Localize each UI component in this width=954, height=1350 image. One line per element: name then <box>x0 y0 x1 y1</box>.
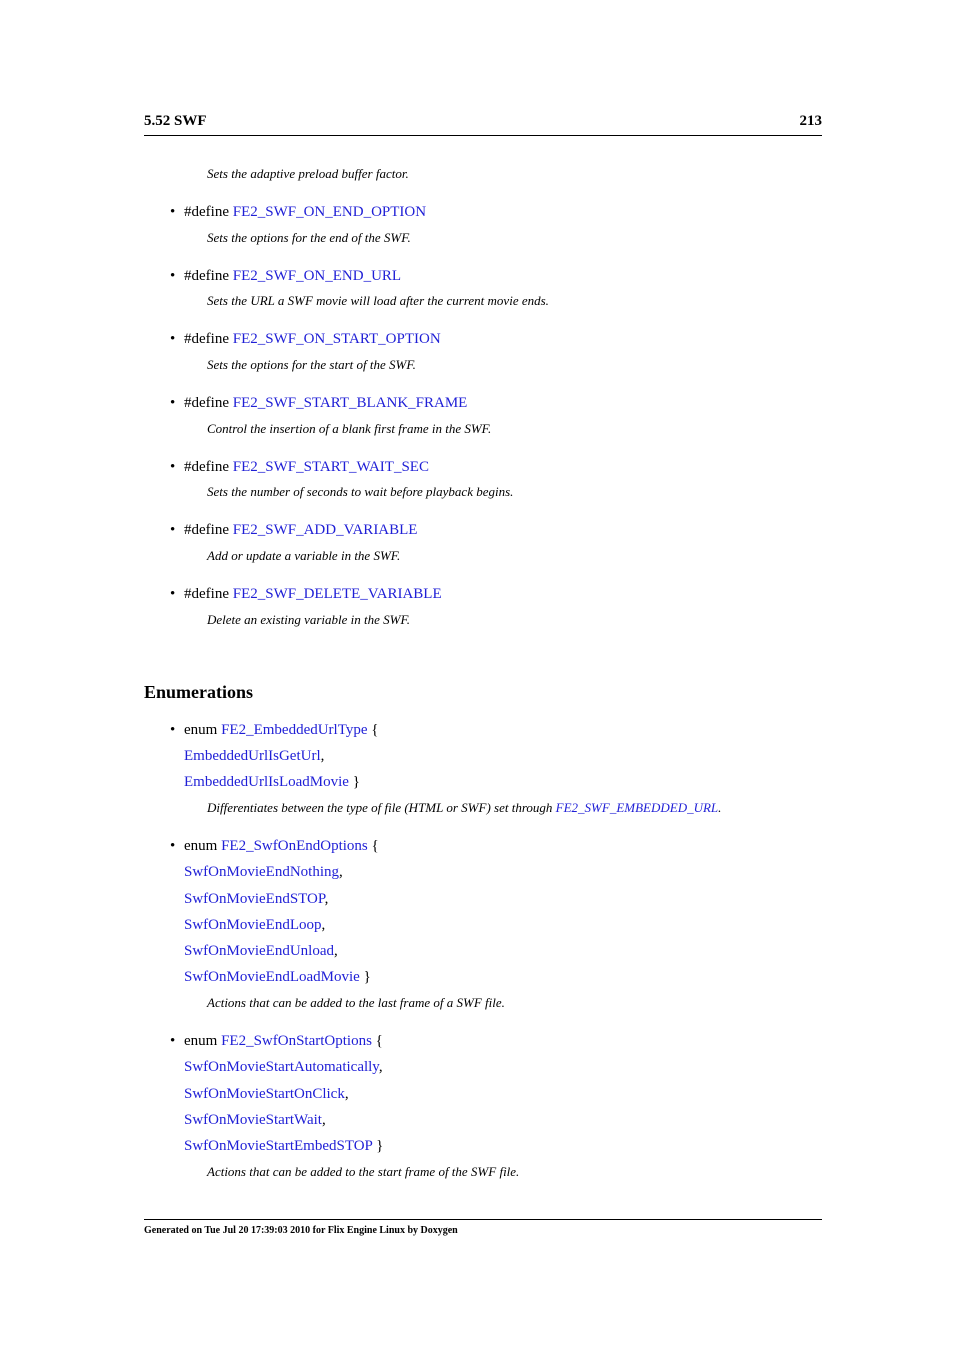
define-item: • #define FE2_SWF_ON_START_OPTION <box>170 331 441 347</box>
define-item: • #define FE2_SWF_START_WAIT_SEC <box>170 459 429 475</box>
bullet: • <box>170 838 176 854</box>
define-link[interactable]: FE2_SWF_START_WAIT_SEC <box>232 459 429 475</box>
enum-value: SwfOnMovieEndUnload, <box>184 943 338 959</box>
define-item: • #define FE2_SWF_ON_END_URL <box>170 268 402 284</box>
enum-value-link[interactable]: EmbeddedUrlIsGetUrl <box>184 748 321 764</box>
enum-value: SwfOnMovieEndSTOP, <box>184 891 329 907</box>
enum-link[interactable]: FE2_SwfOnStartOptions <box>221 1033 372 1049</box>
enum-item: • enum FE2_SwfOnStartOptions { <box>170 1033 383 1049</box>
enum-value: EmbeddedUrlIsGetUrl, <box>184 748 325 764</box>
enum-item: • enum FE2_EmbeddedUrlType { <box>170 722 379 738</box>
enum-value: SwfOnMovieEndLoadMovie } <box>184 969 371 985</box>
define-description: Add or update a variable in the SWF. <box>207 548 401 563</box>
section-heading: Enumerations <box>144 682 254 702</box>
define-description: Sets the options for the start of the SWF. <box>207 357 416 372</box>
enum-value: SwfOnMovieStartEmbedSTOP } <box>184 1138 384 1154</box>
define-description: Sets the number of seconds to wait before playback begins. <box>207 484 514 499</box>
define-item: • #define FE2_SWF_DELETE_VARIABLE <box>170 586 442 602</box>
enum-value-link[interactable]: SwfOnMovieStartWait <box>184 1112 322 1128</box>
enum-value-link[interactable]: SwfOnMovieStartOnClick <box>184 1086 345 1102</box>
define-link[interactable]: FE2_SWF_ON_END_URL <box>232 268 402 284</box>
define-item: • #define FE2_SWF_ADD_VARIABLE <box>170 522 418 538</box>
define-description: Sets the options for the end of the SWF. <box>207 230 411 245</box>
define-link[interactable]: FE2_SWF_START_BLANK_FRAME <box>232 395 468 411</box>
enum-value: SwfOnMovieStartAutomatically, <box>184 1059 383 1075</box>
enum-value-link[interactable]: SwfOnMovieEndNothing <box>184 864 339 880</box>
define-item: • #define FE2_SWF_START_BLANK_FRAME <box>170 395 468 411</box>
bullet: • <box>170 522 176 538</box>
page-header <box>144 113 822 136</box>
bullet: • <box>170 459 176 475</box>
bullet: • <box>170 722 176 738</box>
description-link[interactable]: FE2_SWF_EMBEDDED_URL <box>555 800 719 815</box>
page-footer: Generated on Tue Jul 20 17:39:03 2010 for Flix Engine Linux by Doxygen <box>144 1225 458 1236</box>
enum-item: • enum FE2_SwfOnEndOptions { <box>170 838 379 854</box>
enum-value-link[interactable]: SwfOnMovieEndUnload <box>184 943 334 959</box>
enum-value-link[interactable]: SwfOnMovieStartAutomatically <box>184 1059 379 1075</box>
enum-value-link[interactable]: SwfOnMovieEndLoadMovie <box>184 969 360 985</box>
define-link[interactable]: FE2_SWF_ADD_VARIABLE <box>232 522 418 538</box>
define-link[interactable]: FE2_SWF_ON_START_OPTION <box>232 331 441 347</box>
enum-value: SwfOnMovieStartWait, <box>184 1112 326 1128</box>
define-description: Sets the URL a SWF movie will load after the current movie ends. <box>207 293 549 308</box>
enum-description: Differentiates between the type of file (HTML or SWF) set through FE2_SWF_EMBEDDED_URL. <box>207 800 722 815</box>
enum-value-link[interactable]: SwfOnMovieEndLoop <box>184 917 322 933</box>
footer-divider <box>144 1219 822 1220</box>
enum-description: Actions that can be added to the last frame of a SWF file. <box>207 995 505 1010</box>
enum-value-link[interactable]: SwfOnMovieStartEmbedSTOP <box>184 1138 373 1154</box>
enum-value: SwfOnMovieEndNothing, <box>184 864 343 880</box>
bullet: • <box>170 1033 176 1049</box>
enum-value-link[interactable]: SwfOnMovieEndSTOP <box>184 891 325 907</box>
define-link[interactable]: FE2_SWF_ON_END_OPTION <box>232 204 427 220</box>
section-title: 5.52 SWF <box>144 113 207 129</box>
bullet: • <box>170 331 176 347</box>
enum-value: SwfOnMovieStartOnClick, <box>184 1086 349 1102</box>
define-description: Delete an existing variable in the SWF. <box>207 612 411 627</box>
define-description: Control the insertion of a blank first frame in the SWF. <box>207 421 492 436</box>
enum-value: SwfOnMovieEndLoop, <box>184 917 326 933</box>
define-link[interactable]: FE2_SWF_DELETE_VARIABLE <box>232 586 442 602</box>
enum-description: Actions that can be added to the start frame of the SWF file. <box>207 1164 520 1179</box>
enum-value-link[interactable]: EmbeddedUrlIsLoadMovie <box>184 774 349 790</box>
enum-link[interactable]: FE2_SwfOnEndOptions <box>221 838 368 854</box>
define-description: Sets the adaptive preload buffer factor. <box>207 166 409 181</box>
bullet: • <box>170 586 176 602</box>
page-number: 213 <box>799 113 822 129</box>
enum-link[interactable]: FE2_EmbeddedUrlType <box>221 722 368 738</box>
bullet: • <box>170 395 176 411</box>
bullet: • <box>170 204 176 220</box>
bullet: • <box>170 268 176 284</box>
define-item: • #define FE2_SWF_ON_END_OPTION <box>170 204 427 220</box>
enum-value: EmbeddedUrlIsLoadMovie } <box>184 774 360 790</box>
